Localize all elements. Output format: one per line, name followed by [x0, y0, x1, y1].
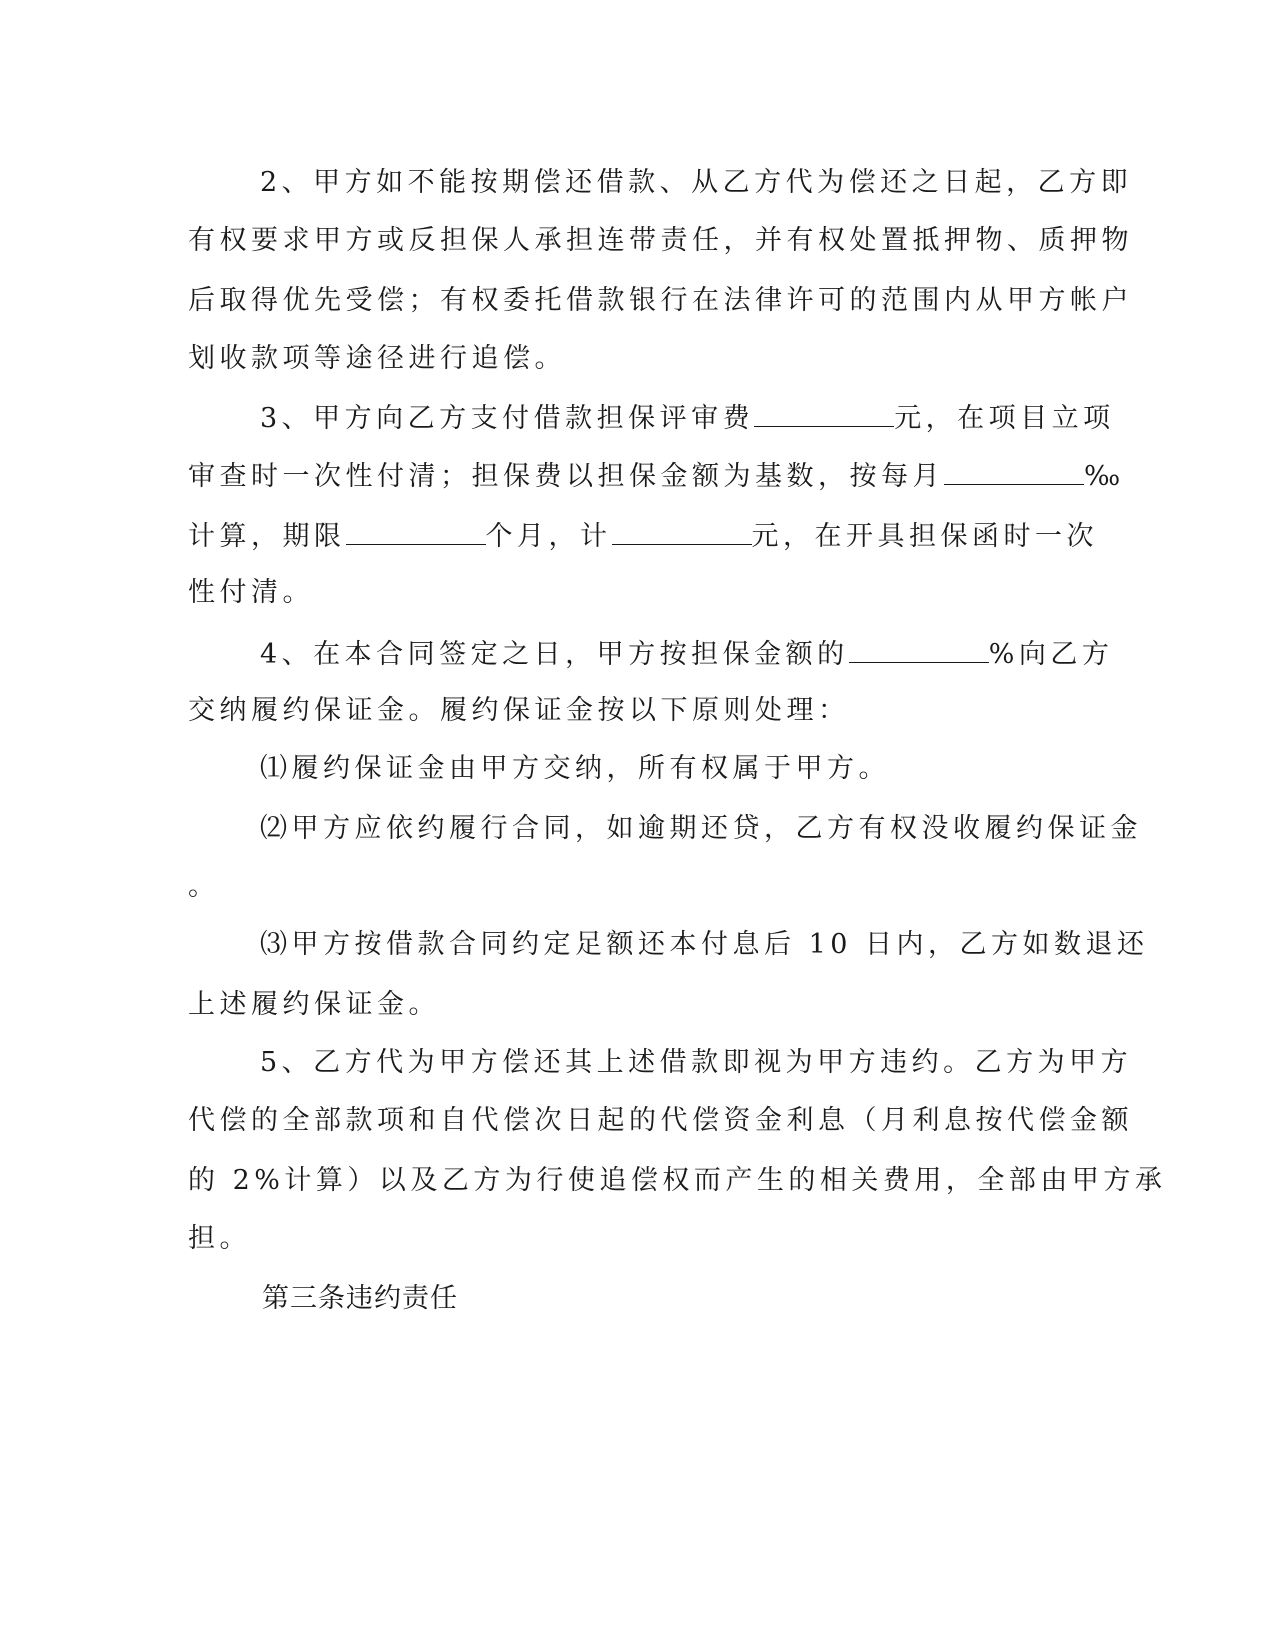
clause-2-line-4: 划收款项等途径进行追偿。 — [188, 343, 566, 374]
clause-2-line-2: 有权要求甲方或反担保人承担连带责任，并有权处置抵押物、质押物 — [188, 225, 1133, 256]
sub-item-2: ⑵甲方应依约履行合同，如逾期还贷，乙方有权没收履约保证金 — [260, 813, 1142, 844]
amount-blank[interactable] — [612, 518, 752, 545]
clause-3-text-f: 元，在开具担保函时一次 — [751, 521, 1098, 552]
clause-5-line-1: 5、乙方代为甲方偿还其上述借款即视为甲方违约。乙方为甲方 — [260, 1047, 1133, 1078]
clause-3-text-e: 个月，计 — [485, 521, 612, 552]
clause-4-text-b: %向乙方 — [988, 639, 1114, 670]
sub-item-2-cont: 。 — [188, 871, 220, 902]
monthly-rate-blank[interactable] — [944, 458, 1084, 485]
clause-3-line-3 — [188, 518, 1098, 554]
clause-3-text-a: 3、甲方向乙方支付借款担保评审费 — [260, 403, 755, 434]
clause-2-line-1: 2、甲方如不能按期偿还借款、从乙方代为偿还之日起，乙方即 — [260, 167, 1133, 198]
sub-item-3: ⑶甲方按借款合同约定足额还本付息后 10 日内，乙方如数退还 — [260, 929, 1149, 960]
article-3-heading: 第三条违约责任 — [262, 1283, 458, 1314]
clause-4-line-1 — [260, 636, 1113, 672]
clause-5-line-3: 的 2%计算）以及乙方为行使追偿权而产生的相关费用，全部由甲方承 — [188, 1165, 1167, 1196]
sub-item-3-cont: 上述履约保证金。 — [188, 989, 440, 1020]
clause-5-line-4: 担。 — [188, 1223, 251, 1254]
deposit-percent-blank[interactable] — [849, 636, 989, 663]
clause-3-text-c: 审查时一次性付清；担保费以担保金额为基数，按每月 — [188, 461, 944, 492]
permille-sign: ‰ — [1084, 461, 1125, 492]
clause-4-text-a: 4、在本合同签定之日，甲方按担保金额的 — [260, 639, 849, 670]
clause-3-text-b: 元，在项目立项 — [894, 403, 1115, 434]
clause-2-line-3: 后取得优先受偿；有权委托借款银行在法律许可的范围内从甲方帐户 — [188, 285, 1133, 316]
clause-3-text-d: 计算，期限 — [188, 521, 346, 552]
term-blank[interactable] — [346, 518, 486, 545]
clause-3-line-4: 性付清。 — [188, 577, 314, 608]
clause-5-line-2: 代偿的全部款项和自代偿次日起的代偿资金利息（月利息按代偿金额 — [188, 1105, 1133, 1136]
clause-3-line-1 — [260, 400, 1115, 436]
clause-3-line-2 — [188, 458, 1125, 494]
sub-item-1: ⑴履约保证金由甲方交纳，所有权属于甲方。 — [260, 753, 890, 784]
fee-blank[interactable] — [754, 400, 894, 427]
clause-4-line-2: 交纳履约保证金。履约保证金按以下原则处理： — [188, 695, 850, 726]
